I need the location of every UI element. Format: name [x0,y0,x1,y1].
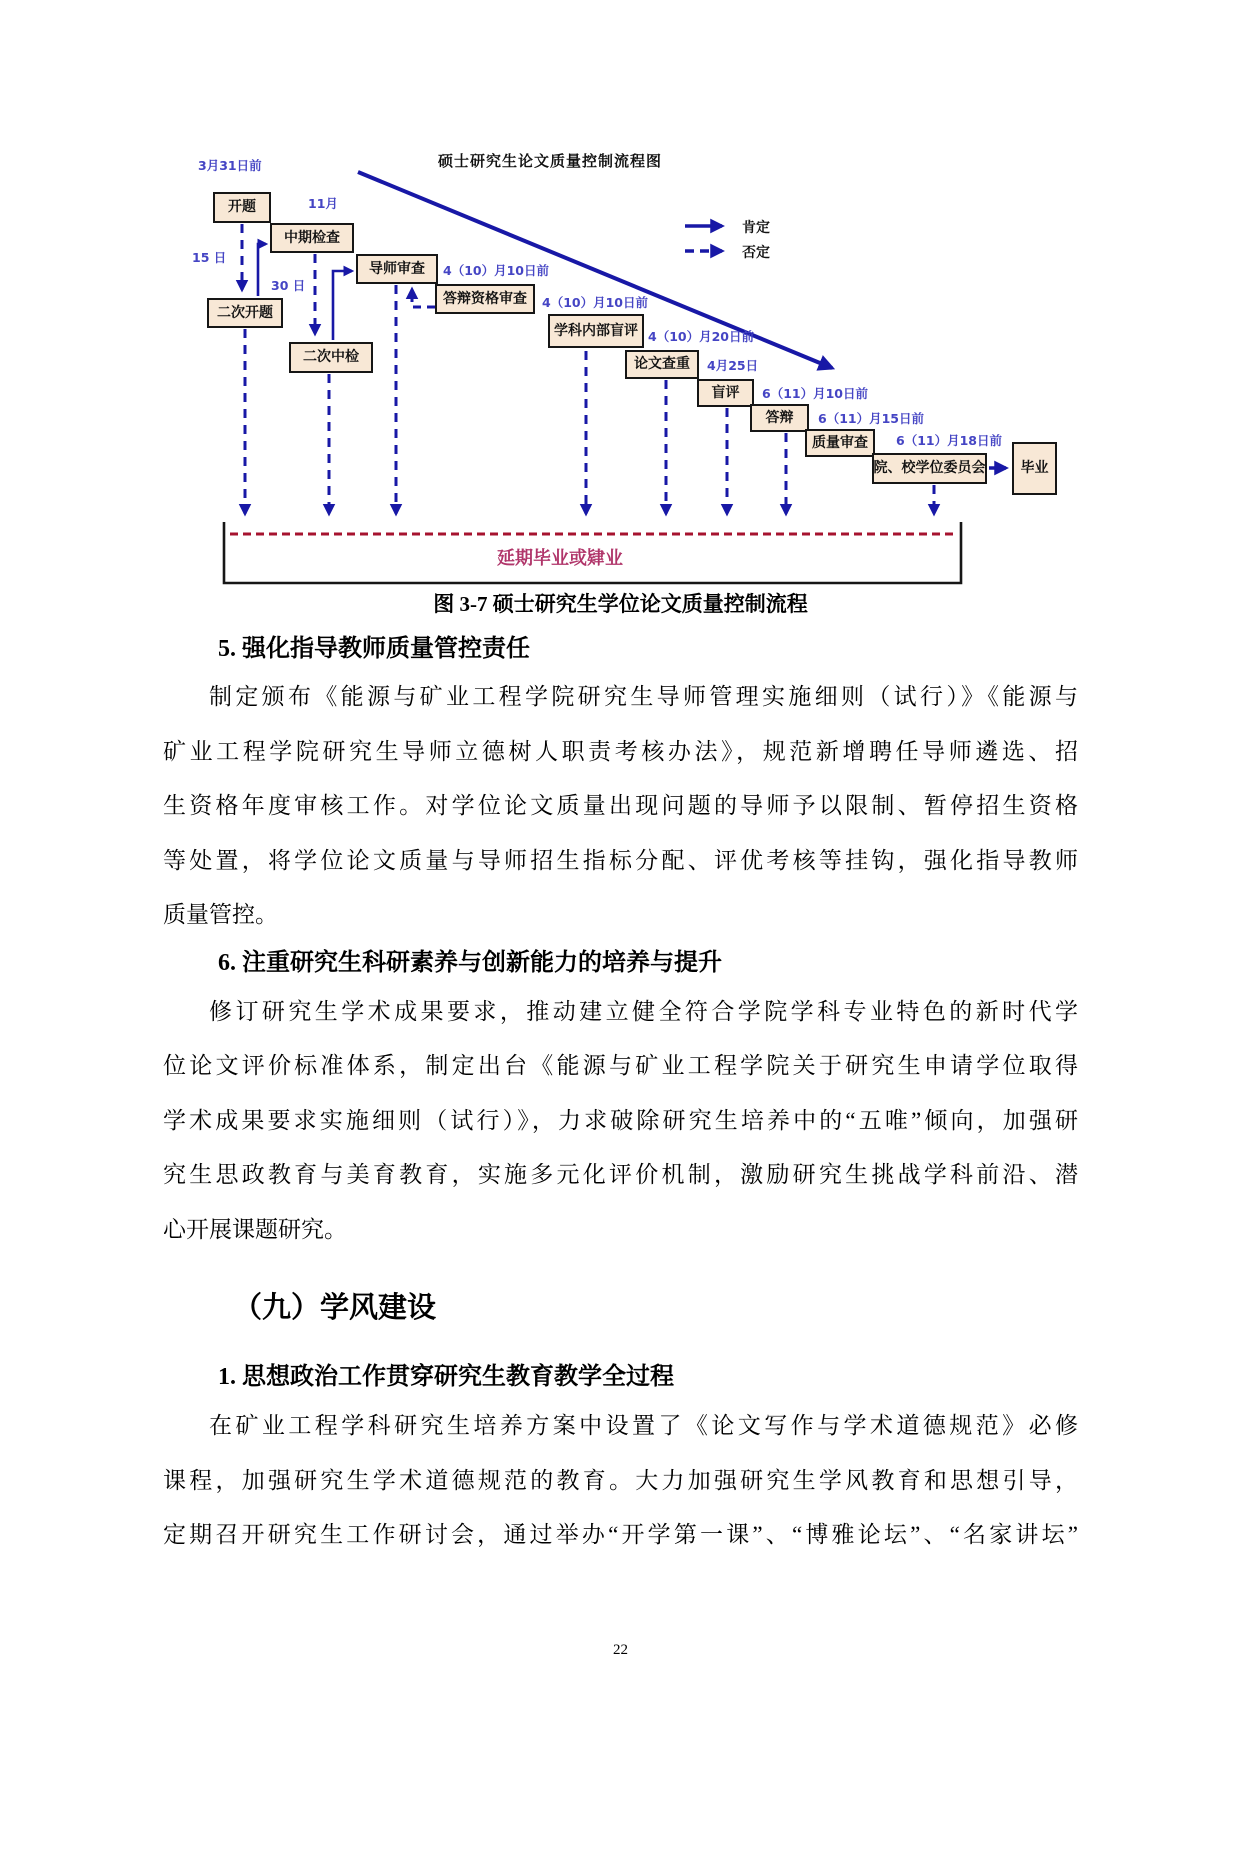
flow-node-lunwen-chachong: 论文查重 [625,350,699,379]
text-line: 课程，加强研究生学术道德规范的教育。大力加强研究生学风教育和思想引导， [163,1467,1078,1493]
date-label-kaiti: 3月31日前 [198,158,262,173]
legend-positive-label: 肯定 [742,220,770,236]
date-label-zhiliang: 6（11）月18日前 [896,433,1002,448]
text-line: 制定颁布《能源与矿业工程学院研究生导师管理实施细则（试行）》《能源与 [209,684,1078,709]
flow-node-zhiliang-shencha: 质量审查 [805,429,875,457]
arrow-dabianzige-back-to-daoshi [412,289,435,307]
text-line: 心开展课题研究。 [163,1216,347,1242]
flow-node-kaiti: 开题 [213,192,271,223]
text-line: 究生思政教育与美育教育，实施多元化评价机制，激励研究生挑战学科前沿、潜 [163,1162,1078,1187]
date-label-dabian-zige: 4（10）月10日前 [542,295,648,310]
text-line: 位论文评价标准体系，制定出台《能源与矿业工程学院关于研究生申请学位取得 [163,1053,1078,1078]
thesis-quality-flowchart [140,120,1140,588]
date-label-erci-zhongjian: 30 日 [271,278,306,293]
flow-node-erci-kaiti: 二次开题 [207,298,283,328]
date-label-mangping: 6（11）月10日前 [762,386,868,401]
flow-node-zhongqi-jiancha: 中期检查 [270,223,354,253]
heading-section-6: 6. 注重研究生科研素养与创新能力的培养与提升 [218,949,722,976]
flow-node-xuewei-weiyuanhui: 院、校学位委员会 [872,453,987,484]
text-line: 矿业工程学院研究生导师立德树人职责考核办法》，规范新增聘任导师遴选、招 [163,738,1078,764]
flowchart-title: 硕士研究生论文质量控制流程图 [437,152,662,170]
deferred-graduation-label: 延期毕业或肄业 [497,548,623,569]
text-line: 定期召开研究生工作研讨会，通过举办“开学第一课”、“博雅论坛”、“名家讲坛” [163,1522,1078,1547]
document-content [163,588,1078,1662]
page-number: 22 [613,1641,628,1658]
date-label-erci-kaiti: 15 日 [192,250,227,265]
flow-node-daoshi-shencha: 导师审查 [356,254,438,284]
paragraph-section-6 [163,985,1078,1258]
heading-section-9-1: 1. 思想政治工作贯穿研究生教育教学全过程 [218,1364,674,1390]
flow-node-biye: 毕业 [1012,442,1057,495]
date-label-daoshi: 4（10）月10日前 [443,263,549,278]
heading-section-9: （九）学风建设 [233,1292,437,1324]
flow-node-dabian: 答辩 [750,404,809,432]
heading-section-5: 5. 强化指导教师质量管控责任 [218,636,530,662]
text-line: 学术成果要求实施细则（试行）》，力求破除研究生培养中的“五唯”倾向，加强研 [163,1107,1078,1133]
text-line: 在矿业工程学科研究生培养方案中设置了《论文写作与学术道德规范》必修 [209,1413,1078,1438]
arrow-ercizhongjian-to-daoshi [333,271,352,340]
document-page [0,120,1241,1875]
date-label-dabian: 6（11）月15日前 [818,411,924,426]
text-line: 等处置，将学位论文质量与导师招生指标分配、评优考核等挂钩，强化指导教师 [163,847,1078,873]
flow-node-dabian-zige-shencha: 答辩资格审查 [435,284,535,314]
figure-caption: 图 3-7 硕士研究生学位论文质量控制流程 [433,592,808,616]
paragraph-section-5 [163,670,1078,943]
legend-negative-label: 否定 [742,245,770,261]
arrow-ercikaiti-to-zhongqi [258,244,266,296]
date-label-chachong: 4月25日 [707,358,759,373]
flow-node-erci-zhongjian: 二次中检 [289,342,373,373]
text-line: 质量管控。 [163,902,278,927]
paragraph-section-9 [163,1399,1078,1563]
text-line: 生资格年度审核工作。对学位论文质量出现问题的导师予以限制、暂停招生资格 [163,793,1078,818]
flow-node-xueke-neibu-mangping: 学科内部盲评 [548,314,644,348]
text-line: 修订研究生学术成果要求，推动建立健全符合学院学科专业特色的新时代学 [209,998,1078,1024]
flow-node-mangping: 盲评 [697,379,754,407]
date-label-xueke-mangping: 4（10）月20日前 [648,329,754,344]
date-label-zhongqi: 11月 [308,196,338,211]
